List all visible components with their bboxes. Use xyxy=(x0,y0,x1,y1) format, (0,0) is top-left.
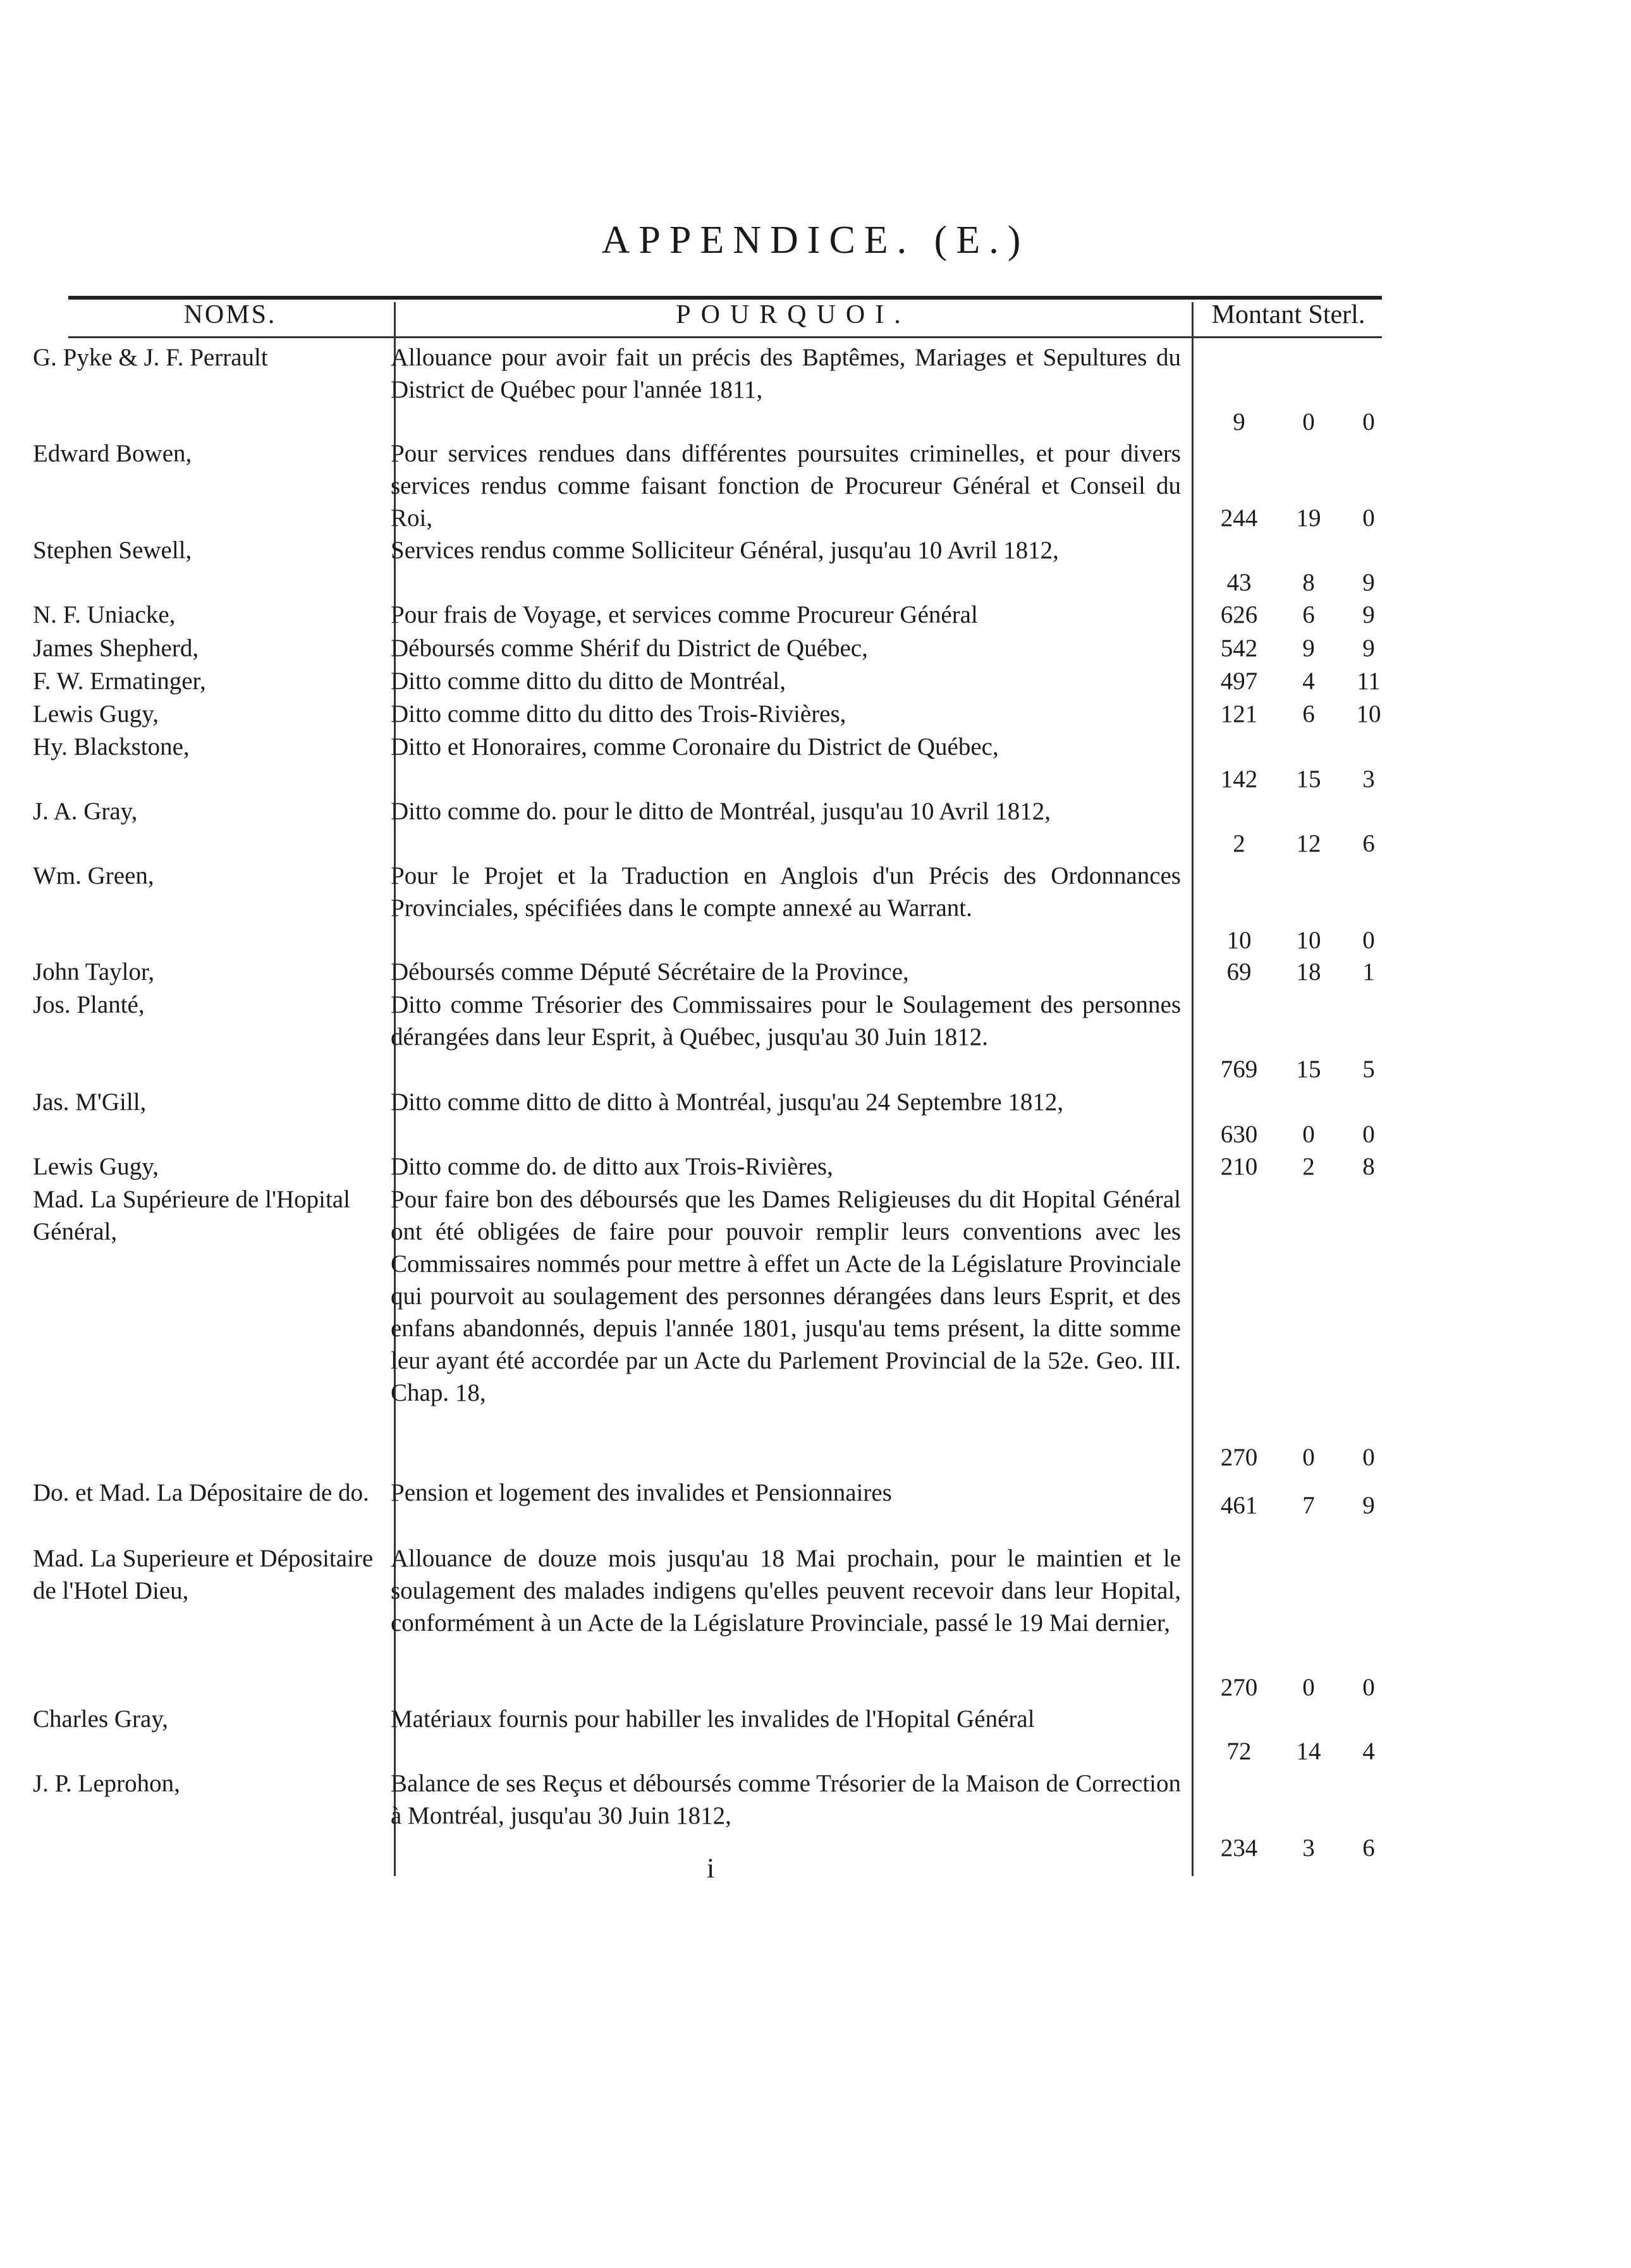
payment-purpose: Allouance pour avoir fait un précis des Baptêmes, Mariages et Sepultures du District de Québec pour l'année 1811, xyxy=(391,344,1181,403)
amount-pence: 0 xyxy=(1362,408,1375,436)
payee-name: Jas. M'Gill, xyxy=(33,1088,147,1116)
amount-shillings: 0 xyxy=(1302,1674,1315,1701)
payment-purpose: Services rendus comme Solliciteur Général, jusqu'au 10 Avril 1812, xyxy=(391,537,1059,564)
payment-amount xyxy=(1204,1671,1394,1704)
amount-pounds: 234 xyxy=(1220,1834,1258,1862)
amount-pence: 1 xyxy=(1362,958,1375,985)
header-bottom-rule xyxy=(68,336,1382,338)
payee-name: Charles Gray, xyxy=(33,1705,169,1733)
amount-pence: 0 xyxy=(1362,1444,1375,1471)
payee-name: James Shepherd, xyxy=(33,635,199,662)
payment-amount xyxy=(1204,1053,1394,1085)
payment-amount xyxy=(1204,665,1394,697)
payment-purpose: Ditto comme ditto du ditto de Montréal, xyxy=(391,668,786,695)
payee-name: Stephen Sewell, xyxy=(33,537,192,564)
amount-shillings: 12 xyxy=(1296,830,1321,857)
amount-shillings: 2 xyxy=(1302,1153,1315,1180)
payment-amount xyxy=(1204,502,1394,534)
page-title: APPENDICE. (E.) xyxy=(601,219,1030,262)
payment-purpose: Pour frais de Voyage, et services comme Procureur Général xyxy=(391,601,978,628)
payment-amount xyxy=(1204,406,1394,438)
amount-pounds: 121 xyxy=(1220,700,1258,728)
payee-name: Wm. Green, xyxy=(33,862,154,889)
payee-name: Lewis Gugy, xyxy=(33,700,159,728)
payment-amount xyxy=(1204,1832,1394,1864)
amount-shillings: 14 xyxy=(1296,1738,1321,1765)
amount-shillings: 6 xyxy=(1302,601,1315,628)
amount-pounds: 142 xyxy=(1220,765,1258,793)
amount-shillings: 0 xyxy=(1302,408,1315,436)
amount-shillings: 0 xyxy=(1302,1121,1315,1148)
amount-pounds: 9 xyxy=(1233,408,1245,436)
amount-pence: 4 xyxy=(1362,1738,1375,1765)
amount-pounds: 72 xyxy=(1226,1738,1252,1765)
payment-purpose: Balance de ses Reçus et déboursés comme Trésorier de la Maison de Correction à Montréal, jusqu'au 30 Juin 1812, xyxy=(391,1770,1181,1829)
amount-pence: 0 xyxy=(1362,1121,1375,1148)
payee-name: Hy. Blackstone, xyxy=(33,733,190,760)
payee-name: Jos. Planté, xyxy=(33,991,145,1018)
amount-pounds: 43 xyxy=(1226,569,1252,596)
amount-shillings: 3 xyxy=(1302,1834,1315,1862)
amount-pounds: 210 xyxy=(1220,1153,1258,1180)
amount-pounds: 69 xyxy=(1226,958,1252,985)
amount-pence: 6 xyxy=(1362,1834,1375,1862)
payee-name: Mad. La Supérieure de l'Hopital Général, xyxy=(33,1186,350,1245)
amount-pence: 9 xyxy=(1362,635,1375,662)
payment-amount xyxy=(1204,1150,1394,1183)
amount-pence: 6 xyxy=(1362,830,1375,857)
amount-pence: 9 xyxy=(1362,1492,1375,1519)
payee-name: Edward Bowen, xyxy=(33,440,192,467)
payment-amount xyxy=(1204,827,1394,860)
payee-name: N. F. Uniacke, xyxy=(33,601,176,628)
payment-amount xyxy=(1204,924,1394,956)
column-header-amount: Montant Sterl. xyxy=(1211,300,1365,329)
payment-purpose: Ditto comme ditto de ditto à Montréal, jusqu'au 24 Septembre 1812, xyxy=(391,1088,1064,1116)
amount-shillings: 8 xyxy=(1302,569,1315,596)
payee-name: Mad. La Superieure et Dépositaire de l'Hotel Dieu, xyxy=(33,1545,374,1604)
payment-purpose: Pour services rendues dans différentes poursuites criminelles, et pour divers services rendus comme faisant fonction de Procureur Général et Conseil du Roi, xyxy=(391,440,1181,532)
amount-pence: 5 xyxy=(1362,1056,1375,1083)
payment-purpose: Ditto comme Trésorier des Commissaires pour le Soulagement des personnes dérangées dans leur Esprit, à Québec, jusqu'au 30 Juin 1812. xyxy=(391,991,1181,1051)
payment-purpose: Ditto et Honoraires, comme Coronaire du District de Québec, xyxy=(391,733,999,760)
amount-pounds: 270 xyxy=(1220,1444,1258,1471)
amount-shillings: 19 xyxy=(1296,504,1321,532)
payment-purpose: Allouance de douze mois jusqu'au 18 Mai prochain, pour le maintien et le soulagement des malades indigens qu'elles peuvent recevoir dans leur Hopital, conformément à un Acte de la Législature Provinciale, passé le 19 Mai dernier, xyxy=(391,1545,1181,1637)
amount-pence: 0 xyxy=(1362,504,1375,532)
payee-name: J. A. Gray, xyxy=(33,798,138,825)
amount-shillings: 18 xyxy=(1296,958,1321,985)
amount-shillings: 4 xyxy=(1302,668,1315,695)
payment-purpose: Ditto comme ditto du ditto des Trois-Rivières, xyxy=(391,700,846,728)
payment-amount xyxy=(1204,1489,1394,1521)
payment-purpose: Pour le Projet et la Traduction en Anglois d'un Précis des Ordonnances Provinciales, spécifiées dans le compte annexé au Warrant. xyxy=(391,862,1181,922)
payee-name: Do. et Mad. La Dépositaire de do. xyxy=(33,1479,369,1506)
amount-shillings: 0 xyxy=(1302,1444,1315,1471)
payment-amount xyxy=(1204,1118,1394,1150)
payment-purpose: Ditto comme do. pour le ditto de Montréal, jusqu'au 10 Avril 1812, xyxy=(391,798,1051,825)
amount-shillings: 7 xyxy=(1302,1492,1315,1519)
payment-amount xyxy=(1204,956,1394,988)
payment-amount xyxy=(1204,1735,1394,1767)
payment-amount xyxy=(1204,599,1394,631)
amount-pounds: 244 xyxy=(1220,504,1258,532)
amount-shillings: 15 xyxy=(1296,765,1321,793)
amount-pounds: 10 xyxy=(1226,927,1252,954)
amount-pounds: 2 xyxy=(1233,830,1245,857)
amount-pence: 9 xyxy=(1362,569,1375,596)
amount-pounds: 769 xyxy=(1220,1056,1258,1083)
column-header-names: NOMS. xyxy=(183,300,277,329)
payee-name: Lewis Gugy, xyxy=(33,1153,159,1180)
amount-pounds: 497 xyxy=(1220,668,1258,695)
payment-purpose: Ditto comme do. de ditto aux Trois-Rivières, xyxy=(391,1153,833,1180)
amount-pence: 9 xyxy=(1362,601,1375,628)
amount-shillings: 6 xyxy=(1302,700,1315,728)
payment-purpose: Déboursés comme Député Sécrétaire de la Province, xyxy=(391,958,909,985)
amount-pence: 0 xyxy=(1362,1674,1375,1701)
payee-name: John Taylor, xyxy=(33,958,155,985)
payment-purpose: Déboursés comme Shérif du District de Québec, xyxy=(391,635,868,662)
column-divider xyxy=(1192,302,1194,1876)
amount-pence: 10 xyxy=(1356,700,1381,728)
amount-pence: 3 xyxy=(1362,765,1375,793)
payment-amount xyxy=(1204,1441,1394,1473)
payee-name: F. W. Ermatinger, xyxy=(33,668,206,695)
amount-shillings: 9 xyxy=(1302,635,1315,662)
page-signature-mark: i xyxy=(707,1853,715,1884)
payee-name: G. Pyke & J. F. Perrault xyxy=(33,344,268,371)
payment-purpose: Pension et logement des invalides et Pensionnaires xyxy=(391,1479,892,1506)
amount-pence: 8 xyxy=(1362,1153,1375,1180)
column-header-purpose: POURQUOI. xyxy=(676,300,911,329)
amount-pounds: 461 xyxy=(1220,1492,1258,1519)
amount-shillings: 15 xyxy=(1296,1056,1321,1083)
payment-purpose: Matériaux fournis pour habiller les invalides de l'Hopital Général xyxy=(391,1705,1035,1733)
amount-pounds: 270 xyxy=(1220,1674,1258,1701)
amount-pence: 11 xyxy=(1357,668,1381,695)
payee-name: J. P. Leprohon, xyxy=(33,1770,180,1797)
payment-amount xyxy=(1204,566,1394,599)
payment-amount xyxy=(1204,632,1394,664)
amount-shillings: 10 xyxy=(1296,927,1321,954)
payment-purpose: Pour faire bon des déboursés que les Dames Religieuses du dit Hopital Général ont été obligées de faire pour pouvoir remplir leurs conventions avec les Commissaires nommés pour mettre à effet un Acte de la Législature Provinciale qui pourvoit au soulagement des personnes dérangées dans leurs Esprit, et des enfans abandonnés, depuis l'année 1801, jusqu'au tems présent, la ditte somme leur ayant été accordée par un Acte du Parlement Provincial de la 52e. Geo. III. Chap. 18, xyxy=(391,1186,1181,1406)
amount-pence: 0 xyxy=(1362,927,1375,954)
payment-amount xyxy=(1204,698,1394,730)
amount-pounds: 626 xyxy=(1220,601,1258,628)
payment-amount xyxy=(1204,763,1394,795)
amount-pounds: 542 xyxy=(1220,635,1258,662)
amount-pounds: 630 xyxy=(1220,1121,1258,1148)
